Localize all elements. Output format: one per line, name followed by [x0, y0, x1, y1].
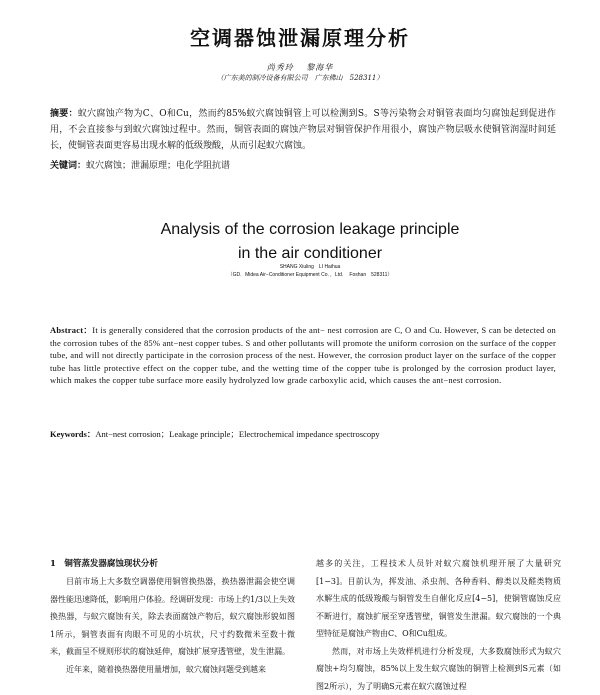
affiliation-cn: （广东美的制冷设备有限公司 广东佛山 528311）	[216, 74, 384, 82]
abstract-cn-label: 摘要：	[50, 109, 78, 119]
paper-title-en-line1: Analysis of the corrosion leakage principle	[160, 221, 460, 238]
keywords-cn-label: 关键词：	[50, 161, 87, 171]
affiliation-en: （GD．Midea Air−Conditioner Equipment Co．，Ltd． Foshan 528311）	[227, 272, 393, 278]
body-column-left	[50, 555, 295, 678]
authors-en: SHANG Xiuling LI Haihua	[279, 264, 341, 270]
keywords-en-text: Ant−nest corrosion；Leakage principle；Electrochemical impedance spectroscopy	[95, 429, 380, 439]
keywords-cn	[50, 158, 556, 174]
paper-title-en	[0, 218, 600, 266]
abstract-cn-text: 蚁穴腐蚀产物为C、O和Cu，然而约85%蚁穴腐蚀铜管上可以检测到S。S等污染物会对铜管表面均匀腐蚀起到促进作用，不会直接参与到蚁穴腐蚀过程中。然而，铜管表面的腐蚀产物层对铜管保护作用很小，腐蚀产物层吸水使铜管润湿时间延长，使铜管表面更容易出现水解的低级羧酸，从而引起蚁穴腐蚀。	[50, 109, 556, 151]
right-column-paragraph-2: 然而，对市场上失效样机进行分析发现，大多数腐蚀形式为蚁穴腐蚀+均匀腐蚀，85%以上发生蚁穴腐蚀的铜管上检测到S元素（如图2所示），为了明确S元素在蚁穴腐蚀过程	[316, 646, 561, 691]
right-column-paragraph-1: 越多的关注，工程技术人员针对蚁穴腐蚀机理开展了大量研究[1−3]。目前认为，挥发油、杀虫剂、各种香料、醇类以及醛类物质水解生成的低级羧酸与铜管发生自催化反应[4−5]，使铜管腐蚀反应不断进行，腐蚀扩展至穿透管壁，铜管发生泄漏。蚁穴腐蚀的一个典型特征是腐蚀产物由C、O和Cu组成。	[316, 559, 561, 638]
abstract-cn	[50, 106, 556, 154]
paper-title-en-line2: in the air conditioner	[237, 245, 383, 262]
section-1-heading: 1 铜管蒸发器腐蚀现状分析	[50, 559, 158, 569]
paper-title-cn: 空调器蚀泄漏原理分析	[190, 26, 410, 50]
body-column-right	[316, 555, 561, 695]
abstract-en-label: Abstract：	[50, 325, 93, 335]
section-1-paragraph-2: 近年来，随着换热器使用量增加，蚁穴腐蚀问题受到越来	[66, 664, 266, 674]
abstract-en	[50, 324, 556, 387]
keywords-en-label: Keywords：	[50, 429, 96, 439]
section-1-paragraph-1: 目前市场上大多数空调器使用铜管换热器，换热器泄漏会使空调器性能迅速降低，影响用户体验。经调研发现：市场上约1/3以上失效换热器，与蚁穴腐蚀有关，除去表面腐蚀产物后，蚁穴腐蚀形貌如图1所示，铜管表面有肉眼不可见的小坑状，尺寸约数微米至数十微米，截面呈不规则形状的腐蚀延伸，腐蚀扩展穿透管壁，发生泄漏。	[50, 577, 295, 656]
authors-cn: 尚秀玲 黎海华	[266, 63, 334, 72]
keywords-cn-text: 蚁穴腐蚀；泄漏原理；电化学阻抗谱	[86, 161, 231, 171]
abstract-en-text: It is generally considered that the corrosion products of the ant− nest corrosion are C, O and Cu. However, S can be detected on the corrosion tubes of the 85% ant−nest copper tubes. S and other pollutants will promote the uniform corrosion on the surface of the copper tube, and will not directly participate in the corrosion process of the nest. However, the corrosion product layer on the surface of the copper tube has little protective effect on the copper tube, and the wetting time of the copper tube is prolonged by the corrosion product layer, which makes the copper tube surface more easily hydrolyzed low grade carboxylic acid, which causes the ant−nest corrosion.	[50, 325, 556, 386]
keywords-en	[50, 428, 556, 440]
